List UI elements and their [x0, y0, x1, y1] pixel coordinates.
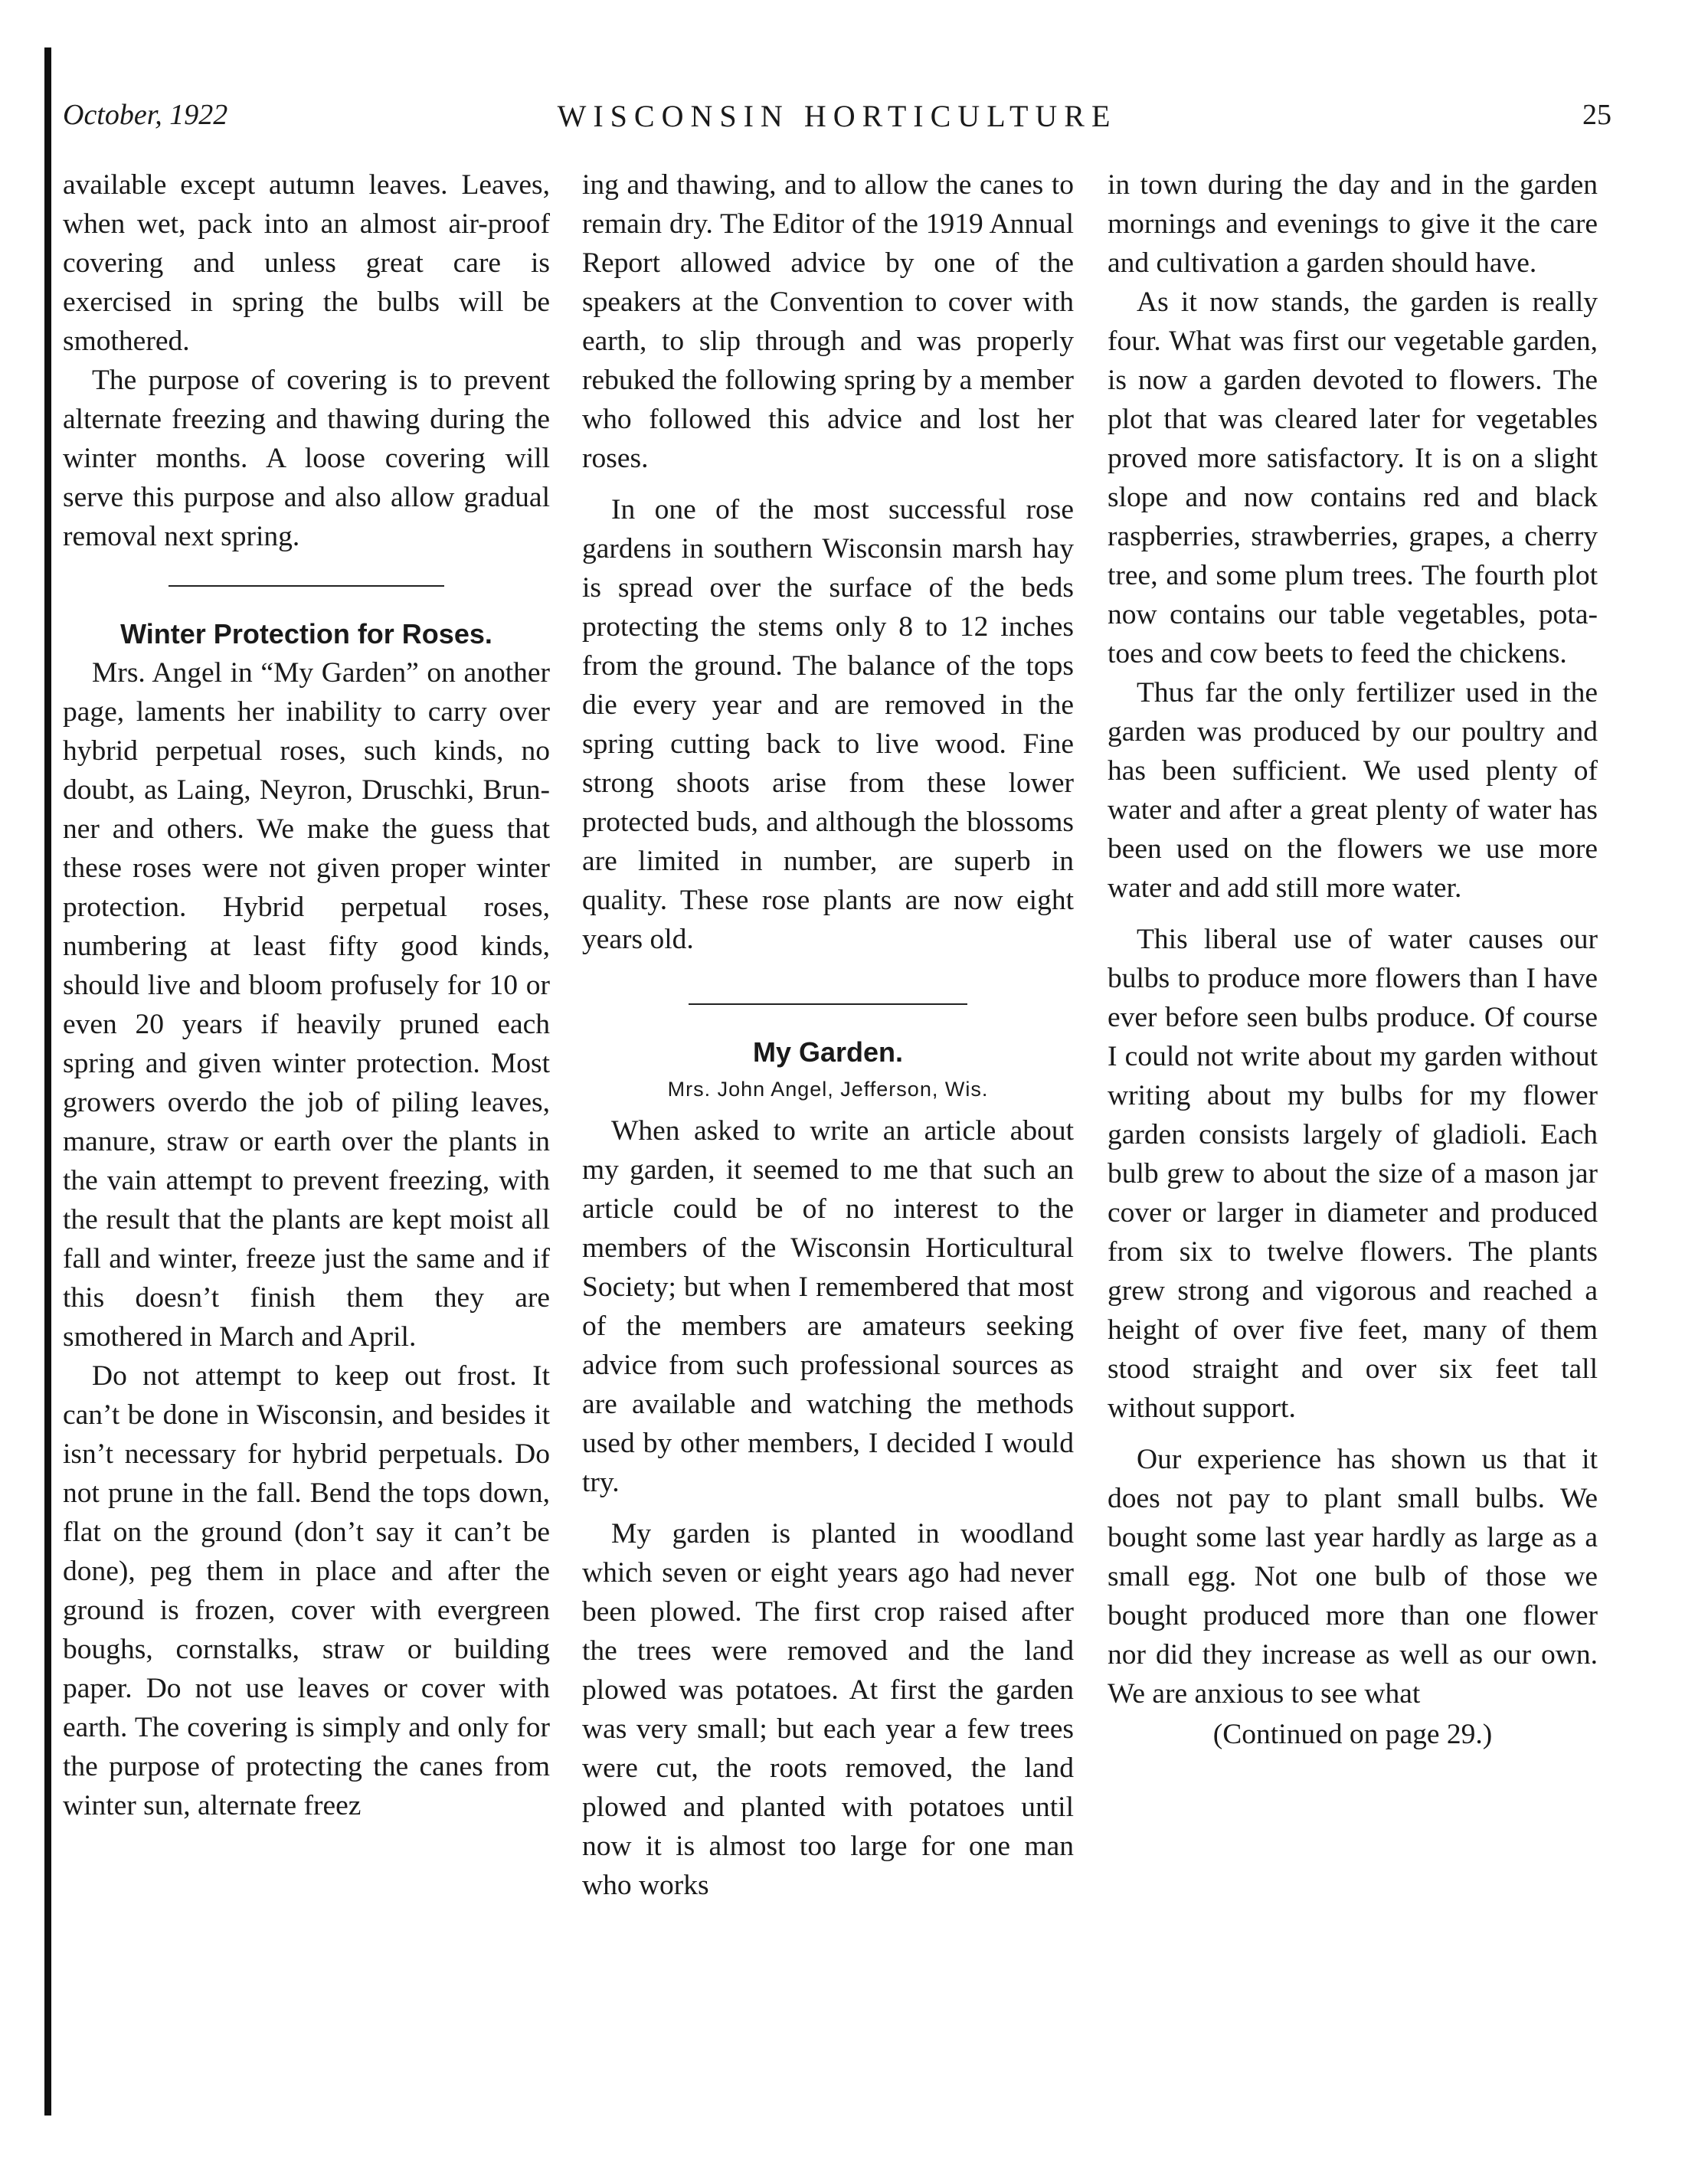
page-header — [63, 98, 1611, 144]
paragraph: As it now stands, the garden is really four. What was first our vegetable garden, is now a garden devoted to flowers. The plot that was cleared later for vegetables proved more satisfactory. It is on a slight slope and now contains red and black raspberries, strawberries, grapes, a cherry tree, and some plum trees. The fourth plot now contains our table vegetables, potatoes and cow beets to feed the chickens. — [1108, 286, 1598, 669]
scan-edge-bar — [44, 47, 51, 2116]
continued-note: (Continued on page 29.) — [1212, 1719, 1493, 1750]
paragraph: My garden is planted in woodland which seven or eight years ago had never been plowed. The first crop raised after the trees were removed and the land plowed was potatoes. At first the garden was very small; but each year a few trees were cut, the roots removed, the land plowed and planted with potatoes until now it is almost too large for one man who works — [582, 1518, 1074, 1901]
page-number: 25 — [1582, 99, 1611, 131]
paragraph: Thus far the only fertilizer used in the garden was produced by our poultry and has been sufficient. We used plenty of water and after a great plenty of water has been used on the flowers we use more water and add still more water. — [1108, 677, 1598, 904]
issue-date: October, 1922 — [63, 99, 228, 131]
paragraph: in town during the day and in the garden mornings and evenings to give it the care and cultivation a garden should have. — [1108, 169, 1598, 279]
paragraph: Our experience has shown us that it does not pay to plant small bulbs. We bought some last year hardly as large as a small egg. Not one bulb of those we bought produced more than one flower nor did they increase as well as our own. We are anxious to see what — [1108, 1444, 1598, 1710]
section-divider — [689, 1003, 967, 1005]
paragraph: In one of the most successful rose gardens in southern Wisconsin marsh hay is spread over the surface of the beds protecting the stems only 8 to 12 inches from the ground. The balance of the tops die every year and are removed in the spring cutting back to live wood. Fine strong shoots arise from these lower protected buds, and although the blossoms are limited in number, are superb in quality. These rose plants are now eight years old. — [582, 494, 1074, 955]
article-heading-my-garden: My Garden. — [752, 1036, 904, 1068]
paragraph: Do not attempt to keep out frost. It can’t be done in Wisconsin, and besides it isn’t necessary for hybrid perpetuals. Do not prune in the fall. Bend the tops down, flat on the ground (don’t say it can’t be done), peg them in place and after the ground is frozen, cover with evergreen boughs, cornstalks, straw or building paper. Do not use leaves or cover with earth. The covering is simply and only for the purpose of protecting the canes from winter sun, alternate freez — [63, 1360, 550, 1821]
article-heading-winter-protection: Winter Protection for Roses. — [120, 618, 492, 650]
author-byline: Mrs. John Angel, Jefferson, Wis. — [667, 1078, 989, 1101]
column-1 — [63, 165, 550, 1825]
column-3 — [1108, 165, 1598, 1754]
paragraph: Mrs. Angel in “My Garden” on another page, laments her inability to carry over hybrid perpetual roses, such kinds, no doubt, as Laing, Neyron, Druschki, Brunner and others. We make the guess that these roses were not given proper winter protection. Hybrid perpetual roses, numbering at least fifty good kinds, should live and bloom profusely for 10 or even 20 years if heavily pruned each spring and given winter protection. Most growers overdo the job of piling leaves, manure, straw or earth over the plants in the vain attempt to prevent freezing, with the result that the plants are kept moist all fall and winter, freeze just the same and if this doesn’t finish them they are smothered in March and April. — [63, 657, 550, 1353]
journal-title: WISCONSIN HORTICULTURE — [557, 99, 1117, 133]
section-divider — [169, 585, 444, 587]
paragraph: ing and thawing, and to allow the canes to remain dry. The Editor of the 1919 Annual Report allowed advice by one of the speakers at the Convention to cover with earth, to slip through and was properly rebuked the following spring by a member who followed this advice and lost her roses. — [582, 169, 1074, 474]
column-2 — [582, 165, 1074, 1905]
paragraph: available except autumn leaves. Leaves, when wet, pack into an almost air-proof covering and unless great care is exercised in spring the bulbs will be smothered. — [63, 169, 550, 357]
paragraph: This liberal use of water causes our bulbs to produce more flowers than I have ever before seen bulbs produce. Of course I could not write about my garden without writing about my bulbs for my flower garden consists largely of gladioli. Each bulb grew to about the size of a mason jar cover or larger in diameter and produced from six to twelve flowers. The plants grew strong and vigorous and reached a height of over five feet, many of them stood straight and over six feet tall without support. — [1108, 924, 1598, 1424]
paragraph: When asked to write an article about my garden, it seemed to me that such an article could be of no interest to the members of the Wisconsin Horticultural Society; but when I remembered that most of the members are amateurs seeking advice from such professional sources as are available and watching the methods used by other members, I decided I would try. — [582, 1115, 1074, 1498]
paragraph: The purpose of covering is to prevent alternate freezing and thawing during the winter months. A loose covering will serve this purpose and also allow gradual removal next spring. — [63, 365, 550, 552]
